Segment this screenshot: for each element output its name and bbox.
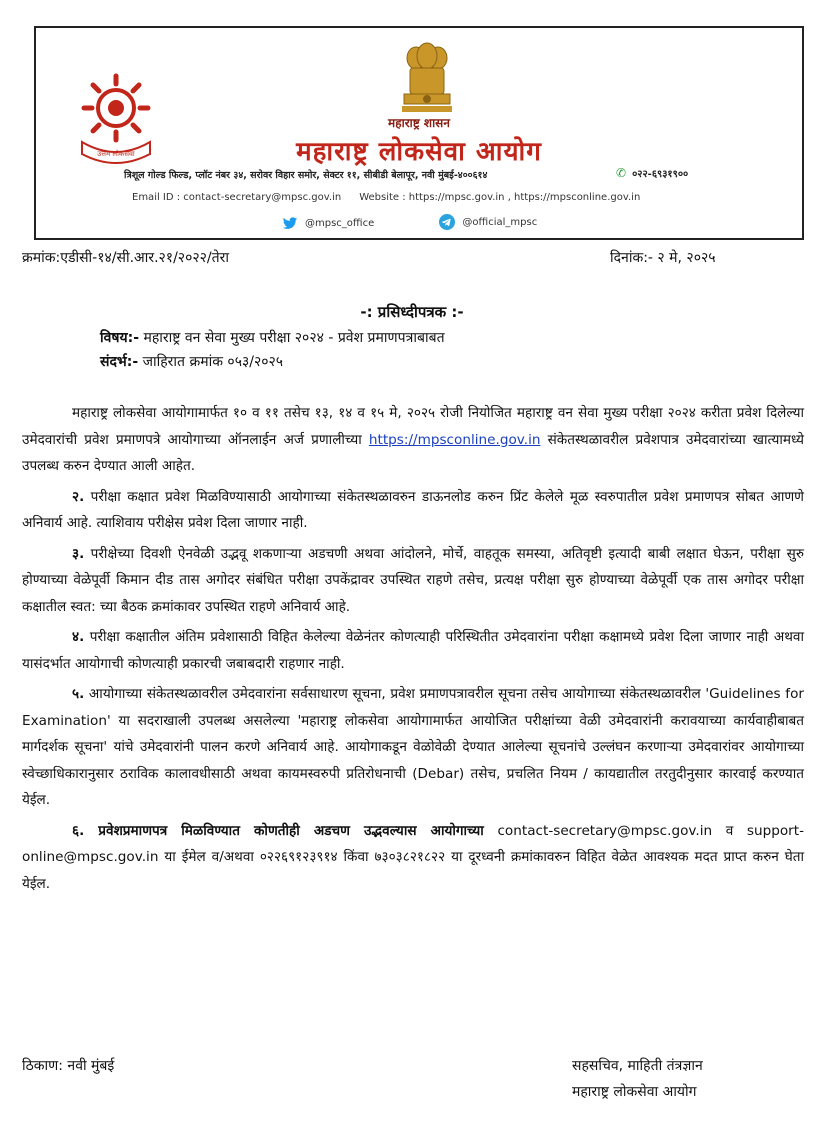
paragraph-5-text: आयोगाच्या संकेतस्थळावरील उमेदवारांना सर्वसाधारण सूचना, प्रवेश प्रमाणपत्रावरील सूचना तसेच आयोगाच्या संकेतस्थळावरील 'Guidelines for Examination' या सदराखाली उपलब्ध असलेल्या 'महाराष्ट्र लोकसेवा आयोगामार्फत आयोजित परीक्षांच्या वेळी उमेदवारांनी करावयाच्या कार्यवाहीबाबत मार्गदर्शक सूचना' यांचे उमेदवारांनी पालन करणे अनिवार्य आहे. आयोगाकडून वेळोवेळी देण्यात आलेल्या सूचनांचे उल्लंघन करणाऱ्या उमेदवारांवर आयोगाच्या स्वेच्छाधिकारानुसार ठराविक कालावधीसाठी अथवा कायमस्वरुपी प्रतिरोधनाची (Debar) तसेच, प्रचलित नियम / कायद्यातील तरतुदीनुसार कारवाई करण्यात येईल. xyxy=(22,686,804,808)
paragraph-2-text: परीक्षा कक्षात प्रवेश मिळविण्यासाठी आयोगाच्या संकेतस्थळावरुन डाऊनलोड करुन प्रिंट केलेले मूळ स्वरुपातील प्रवेश प्रमाणपत्र सोबत आणणे अनिवार्य आहे. त्याशिवाय परीक्षेस प्रवेश दिला जाणार नाही. xyxy=(22,488,804,531)
paragraph-1 xyxy=(22,400,804,480)
subject-line xyxy=(100,328,445,347)
twitter-link[interactable] xyxy=(282,217,374,230)
paragraph-6 xyxy=(22,818,804,898)
subject-label: विषय:- xyxy=(100,330,140,346)
subject-text: महाराष्ट्र वन सेवा मुख्य परीक्षा २०२४ - प्रवेश प्रमाणपत्राबाबत xyxy=(139,330,445,346)
place-line: ठिकाण: नवी मुंबई xyxy=(22,1058,115,1074)
signatory-organization: महाराष्ट्र लोकसेवा आयोग xyxy=(572,1084,697,1100)
document-title: -: प्रसिध्दीपत्रक :- xyxy=(360,303,464,321)
paragraph-3 xyxy=(22,541,804,621)
office-address: त्रिशूल गोल्ड फिल्ड, प्लॉट नंबर ३४, सरोवर विहार समोर, सेक्टर ११, सीबीडी बेलापूर, नवी मुंबई-४००६१४ xyxy=(124,170,488,181)
reference-label: संदर्भ:- xyxy=(100,354,139,370)
paragraph-6-text-b: contact-secretary@mpsc.gov.in व support-online@mpsc.gov.in या ईमेल व/अथवा ०२२६९१२३९१४ किंवा ७३०३८२१८२२ या दूरध्वनी क्रमांकावरुन विहित वेळेत आवश्यक मदत प्राप्त करुन घेता येईल. xyxy=(22,822,804,892)
paragraph-2 xyxy=(22,484,804,537)
mpsconline-link[interactable]: https://mpsconline.gov.in xyxy=(368,431,541,448)
email-text[interactable]: Email ID : contact-secretary@mpsc.gov.in xyxy=(132,192,342,203)
national-emblem-icon xyxy=(398,40,456,120)
telegram-link[interactable] xyxy=(439,214,537,230)
phone-number xyxy=(616,166,688,180)
twitter-icon xyxy=(282,217,298,230)
logo-text: उत्तम लोकसेवा xyxy=(97,150,135,158)
paragraph-3-text: परीक्षेच्या दिवशी ऐनवेळी उद्भवू शकणाऱ्या अडचणी अथवा आंदोलने, मोर्चे, वाहतूक समस्या, अतिवृष्टी इत्यादी बाबी लक्षात घेऊन, परीक्षा सुरु होण्याच्या वेळेपूर्वी किमान दीड तास अगोदर संबंधित परीक्षा उपकेंद्रावर उपस्थित राहणे तसेच, प्रत्यक्ष परीक्षा सुरु होण्याच्या वेळेपूर्वी एक तास अगोदर परीक्षा कक्षातील स्वत: च्या बैठक क्रमांकावर उपस्थित राहणे अनिवार्य आहे. xyxy=(22,545,804,615)
paragraph-6-number: ६. xyxy=(72,822,85,839)
paragraph-4-text: परीक्षा कक्षातील अंतिम प्रवेशासाठी विहित केलेल्या वेळेनंतर कोणत्याही परिस्थितीत उमेदवारांना परीक्षा कक्षामध्ये प्रवेश दिला जाणार नाही अथवा यासंदर्भात आयोगाची कोणत्याही प्रकारची जबाबदारी राहणार नाही. xyxy=(22,629,804,672)
organization-name: महाराष्ट्र लोकसेवा आयोग xyxy=(296,137,542,167)
reference-line xyxy=(100,352,283,371)
telegram-icon xyxy=(439,214,455,230)
paragraph-6-text-a: प्रवेशप्रमाणपत्र मिळविण्यात कोणतीही अडचण उद्भवल्यास आयोगाच्या xyxy=(84,822,484,839)
paragraph-5 xyxy=(22,681,804,814)
social-links xyxy=(282,214,599,233)
twitter-handle: @mpsc_office xyxy=(305,218,375,229)
government-name: महाराष्ट्र शासन xyxy=(388,116,450,130)
paragraph-4-number: ४. xyxy=(72,629,85,645)
contact-line xyxy=(132,192,640,203)
phone-text: ०२२-६९३१९०० xyxy=(632,169,689,180)
telegram-handle: @official_mpsc xyxy=(462,216,538,228)
reference-text: जाहिरात क्रमांक ०५३/२०२५ xyxy=(138,354,284,370)
paragraph-1-text-b: संकेतस्थळावरील प्रवेशपात्र उमेदवारांच्या खात्यामध्ये उपलब्ध करुन देण्यात आली आहेत. xyxy=(22,431,804,474)
paragraph-3-number: ३. xyxy=(72,545,85,562)
paragraph-1-text-a: महाराष्ट्र लोकसेवा आयोगामार्फत १० व ११ तसेच १३, १४ व १५ मे, २०२५ रोजी नियोजित महाराष्ट्र वन सेवा मुख्य परीक्षा २०२४ करीता प्रवेश दिलेल्या उमेदवारांची प्रवेश प्रमाणपत्रे आयोगाच्या ऑनलाईन अर्ज प्रणालीच्या xyxy=(22,405,804,448)
notice-body xyxy=(22,400,804,901)
paragraph-2-number: २. xyxy=(72,488,85,505)
letterhead xyxy=(34,26,804,240)
paragraph-4 xyxy=(22,624,804,677)
signatory-title: सहसचिव, माहिती तंत्रज्ञान xyxy=(572,1058,703,1074)
document-date: दिनांक:- २ मे, २०२५ xyxy=(610,250,716,266)
website-text[interactable]: Website : https://mpsc.gov.in , https://mpsconline.gov.in xyxy=(359,192,641,203)
phone-icon: ✆ xyxy=(616,166,627,180)
reference-number: क्रमांक:एडीसी-१४/सी.आर.२१/२०२२/तेरा xyxy=(22,250,229,266)
paragraph-5-number: ५. xyxy=(72,686,85,702)
